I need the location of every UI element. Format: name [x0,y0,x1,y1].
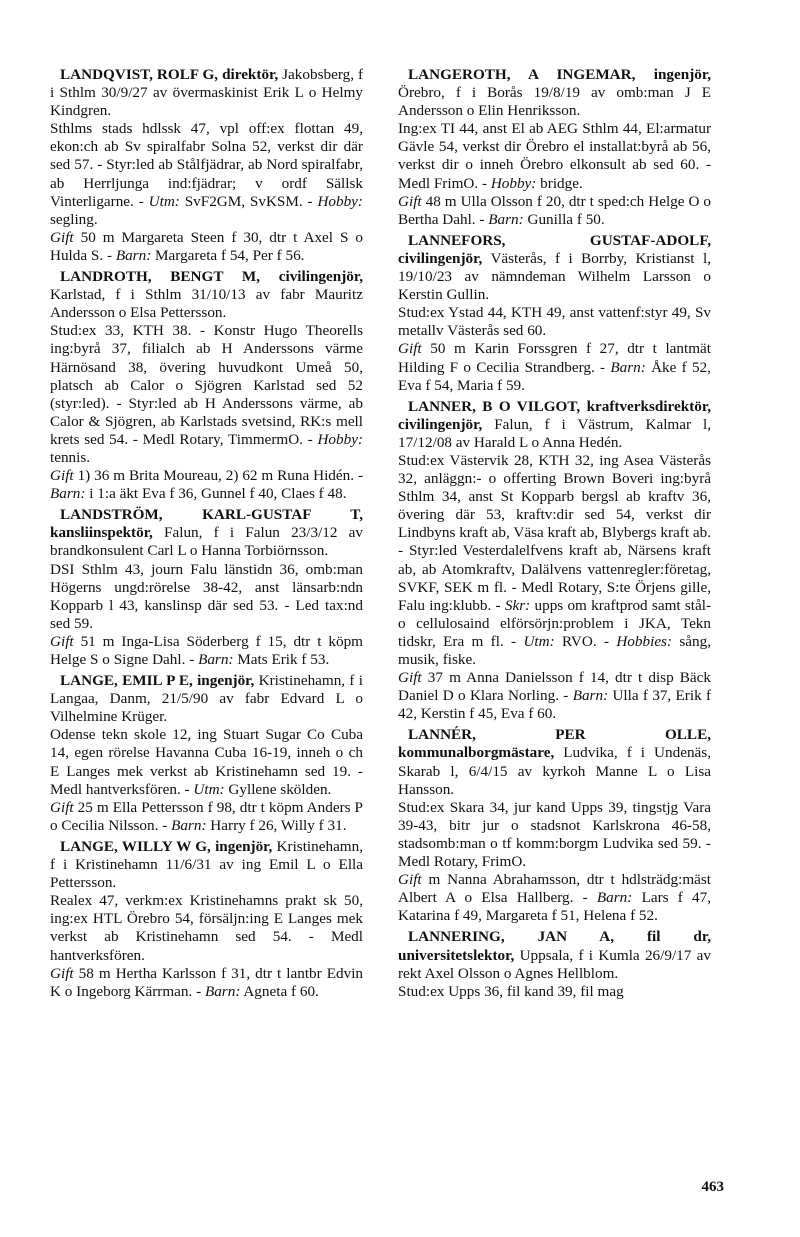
entry-langeroth [398,66,711,229]
barn-label: Barn: [171,816,207,834]
entry-title: kraftverksdirektör, civilingenjör, [398,397,712,433]
career-text: Stud:ex Upps 36, fil kand 39, fil mag [398,982,624,1000]
barn-label: Barn: [198,651,234,668]
gift-text: 48 m Ulla Olsson f 20, dtr t sped:ch Helge O o Bertha Dahl. - [398,192,712,228]
entry-intro: Ludvika, f i Undenäs, Skarab l, 6/4/15 av kyrkoh Manne L o Lisa Hansson. [398,744,711,798]
entry-career [398,983,711,1001]
entry-family [398,193,711,229]
hobby-text: segling. [50,210,98,228]
entry-family [398,340,711,394]
hobby-label: Hobbies: [616,632,673,650]
barn-label: Barn: [204,982,241,1000]
entry-career [398,452,711,669]
gift-label: Gift [50,964,74,982]
barn-text: Åke f 52, Eva f 54, Maria f 59. [398,358,711,394]
career-text: DSI Sthlm 43, journ Falu länstidn 36, omb:man Högerns ungd:rörelse 38-42, anst länsarb:ndn Kopparb l 43, kanslinsp där sed 53. - Led tax:nd sed 59. [50,560,363,632]
career-text: Stud:ex Skara 34, jur kand Upps 39, tingstjg Vara 39-43, bitr jur o stadsnot Karlskrona 46-58, stadsomb:man o tf komm:borgm Ludvika sed 59. - Medl Rotary, FrimO. [398,798,711,871]
entry-family [398,669,711,723]
entry-name: LANNEFORS, GUSTAF-ADOLF, [408,231,711,249]
entry-header [50,66,363,120]
barn-text: Mats Erik f 53. [237,651,330,668]
entry-header [50,838,363,892]
entry-name: LANNÉR, PER OLLE, [408,726,711,744]
barn-label: Barn: [572,687,609,705]
entry-title: ingenjör, [653,66,711,83]
entry-header [398,726,711,798]
entry-landstrom [50,506,363,669]
entry-lange-willy [50,838,363,1001]
entry-title: civilingenjör, [278,268,363,286]
entry-family [50,965,363,1001]
entry-intro: Västerås, f i Borrby, Kristianst l, 19/10/23 av nämndeman Wilhelm Larsson o Kerstin Gullin. [398,249,711,304]
barn-text: Margareta f 54, Per f 56. [155,246,305,264]
barn-label: Barn: [596,889,633,907]
hobby-label: Hobby: [490,174,537,192]
entry-intro: Jakobsberg, f i Sthlm 30/9/27 av övermaskinist Erik L o Helmy Kindgren. [50,66,363,120]
entry-career [50,120,363,229]
barn-text: Lars f 47, Katarina f 49, Margareta f 51, Helena f 52. [398,889,712,925]
skr-label: Skr: [504,596,531,614]
gift-label: Gift [50,632,74,650]
career-text: Realex 47, verkm:ex Kristinehamns prakt sk 50, ing:ex HTL Örebro 54, försäljn:ing E Langes mek verkst ab Kristinehamn sed 54. - Medl hantverksfören. [50,892,363,964]
barn-label: Barn: [610,358,646,376]
gift-text: 25 m Ella Pettersson f 98, dtr t köpm Anders P o Cecilia Nilsson. - [50,798,364,834]
entry-intro: Uppsala, f i Kumla 26/9/17 av rekt Axel Olsson o Agnes Hellblom. [398,946,711,982]
gift-text: 37 m Anna Danielsson f 14, dtr t disp Bäck Daniel D o Klara Norling. - [398,669,711,705]
entry-career [398,120,711,192]
gift-text: 50 m Margareta Steen f 30, dtr t Axel S o Hulda S. - [50,228,363,264]
entry-header [398,398,711,452]
entry-name: LANGE, EMIL P E, [60,672,193,690]
hobby-text: bridge. [540,174,583,192]
entry-landroth [50,268,363,503]
left-column [50,66,363,1004]
gift-label: Gift [50,467,74,485]
barn-text: i 1:a äkt Eva f 36, Gunnel f 40, Claes f 48. [89,485,347,503]
entry-intro: Kristinehamn, f i Langaa, Danm, 21/5/90 av fabr Edvard L o Vilhelmine Krüger. [50,672,364,726]
entry-intro: Karlstad, f i Sthlm 31/10/13 av fabr Mauritz Andersson o Elsa Pettersson. [50,286,363,322]
hobby-text: sång, musik, fiske. [398,632,711,668]
gift-text: 58 m Hertha Karlsson f 31, dtr t lantbr Edvin K o Ingeborg Kärrman. - [50,964,364,1000]
entry-header [50,672,363,726]
entry-header [50,268,363,322]
utm-text: SvF2GM, SvKSM. - [184,192,313,210]
entry-career [50,561,363,633]
entry-family [50,229,363,265]
barn-text: Ulla f 37, Erik f 42, Kerstin f 45, Eva f 60. [398,687,712,723]
entry-title: direktör, [222,66,279,83]
entry-name: LANDSTRÖM, KARL-GUSTAF T, [60,506,363,524]
gift-text: 50 m Karin Forssgren f 27, dtr t lantmät Hilding F o Cecilia Strandberg. - [398,340,711,376]
right-column [398,66,711,1004]
entry-title: kansliinspektör, [50,524,153,542]
entry-career [50,726,363,798]
utm-label: Utm: [193,780,225,798]
entry-name: LANGEROTH, A INGEMAR, [408,66,636,83]
barn-label: Barn: [488,210,524,228]
entry-header [398,928,711,982]
entry-header [50,506,363,560]
gift-label: Gift [398,340,422,358]
entry-career [398,304,711,340]
entry-family [50,633,363,669]
utm-text: RVO. - [561,632,610,650]
gift-label: Gift [50,228,74,246]
entry-title: fil dr, universitetslektor, [398,928,712,964]
barn-text: Agneta f 60. [243,982,319,1000]
page-number: 463 [701,1179,724,1195]
entry-landqvist [50,66,363,265]
entry-lanner-vilgot [398,398,711,724]
entry-lannefors [398,232,711,395]
entry-title: ingenjör, [215,837,273,855]
entry-intro: Kristinehamn, f i Kristinehamn 11/6/31 av ing Emil L o Ella Pettersson. [50,837,364,892]
entry-title: kommunalborgmästare, [398,744,555,762]
gift-label: Gift [50,798,74,816]
career-text: Stud:ex Västervik 28, KTH 32, ing Asea Västerås 32, anläggn:- o offerting Brown Boveri ing:byrå Sthlm 34, anst St Kopparb bergsl ab kraftv 36, övering där 53, kraftv:dir sed 54, verkst dir Lindbyns kraft ab, Väsa kraft ab, Blybergs kraft ab. - Styr:led Vesterdalelfvens kraft ab, Närsens kraft ab, ab Atomkraftv, Dalälvens vattenregler:företag, SVKF, SEK m fl. - Medl Rotary, S:te Örjens gille, Falu ing:klubb. - [398,451,711,614]
career-text: Ing:ex TI 44, anst El ab AEG Sthlm 44, El:armatur Gävle 54, verkst dir Örebro el installat:byrå ab 56, verkst dir o inneh Örebro elkonsult ab sed 60. - Medl FrimO. - [398,120,711,192]
hobby-label: Hobby: [317,430,364,448]
entry-intro: Falun, f i Falun 23/3/12 av brandkonsulent Carl L o Hanna Torbiörnsson. [50,524,364,560]
entry-lanner-per-olle [398,726,711,925]
entry-lange-emil [50,672,363,835]
barn-text: Harry f 26, Willy f 31. [210,816,347,834]
gift-label: Gift [398,192,422,210]
barn-label: Barn: [115,246,152,264]
entry-career [50,322,363,467]
gift-label: Gift [398,669,422,687]
barn-label: Barn: [50,485,86,503]
entry-title: civilingenjör, [398,249,483,267]
entry-title: ingenjör, [197,672,255,690]
entry-intro: Falun, f i Västrum, Kalmar l, 17/12/08 av Harald L o Anna Hedén. [398,415,711,451]
entry-name: LANNERING, JAN A, [408,928,614,946]
career-text: Sthlms stads hdlssk 47, vpl off:ex flottan 49, ekon:ch ab Sv spiralfabr Solna 52, verkst dir där sed 57. - Styr:led ab Stålfjädrar, ab Nord spiralfabr, ab Herrljunga ind:fjädrar; v ordf Sällsk Vinterligarne. - [50,120,363,210]
utm-label: Utm: [523,632,555,650]
entry-header [398,66,711,120]
barn-text: Gunilla f 50. [527,210,605,228]
entry-name: LANGE, WILLY W G, [60,837,211,855]
entry-header [398,232,711,304]
career-text: Stud:ex Ystad 44, KTH 49, anst vattenf:styr 49, Sv metallv Västerås sed 60. [398,304,711,340]
career-text: Odense tekn skole 12, ing Stuart Sugar Co Cuba 14, egen rörelse Havanna Cuba 16-19, inneh o ch E Langes mek verkst ab Kristinehamn sed 19. - Medl hantverksfören. - [50,726,363,798]
career-text: Stud:ex 33, KTH 38. - Konstr Hugo Theorells ing:byrå 37, filialch ab H Anderssons värme Härnösand 38, övering huvudkont Umeå 50, platsch ab Calor o Sjögren Karlstad sed 52 (styr:led). - Styr:led ab H Anderssons värme, ab Calor & Sjögren, ab Karlstads svetsind, RK:s mell krets sed 54. - Medl Rotary, TimmermO. - [50,322,363,448]
utm-text: Gyllene skölden. [228,780,332,798]
hobby-text: tennis. [50,448,91,466]
entry-intro: Örebro, f i Borås 19/8/19 av omb:man J E Andersson o Elin Henriksson. [398,84,711,120]
entry-career [398,799,711,871]
gift-text: m Nanna Abrahamsson, dtr t hdlsträdg:mäst Albert A o Elsa Hallberg. - [398,871,711,907]
entry-name: LANDROTH, BENGT M, [60,268,261,286]
gift-label: Gift [398,871,422,889]
entry-family [50,467,363,503]
gift-text: 51 m Inga-Lisa Söderberg f 15, dtr t köpm Helge S o Signe Dahl. - [50,632,363,668]
gift-text: 1) 36 m Brita Moureau, 2) 62 m Runa Hidén. - [77,467,364,485]
hobby-label: Hobby: [317,192,363,210]
utm-label: Utm: [148,192,180,210]
entry-lannering [398,928,711,1000]
entry-name: LANNER, B O VILGOT, [408,397,581,415]
skr-text: upps om kraftprod samt stål- o cellulosaind elförsörjn:problem i JKA, Tekn tidskr, Era m fl. - [398,596,712,650]
entry-name: LANDQVIST, ROLF G, [60,66,219,83]
entry-career [50,892,363,964]
entry-family [398,871,711,925]
entry-family [50,799,363,835]
